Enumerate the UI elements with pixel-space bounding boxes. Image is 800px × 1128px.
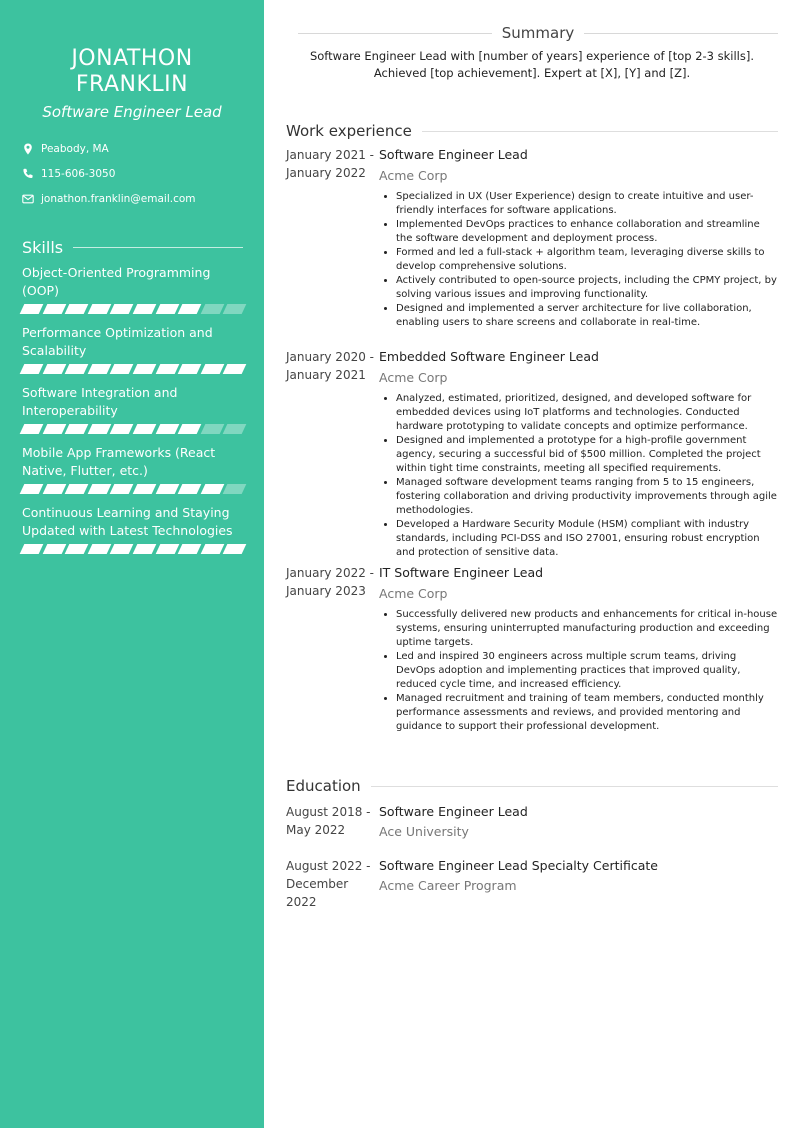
work-details bbox=[379, 564, 778, 734]
job-title: IT Software Engineer Lead bbox=[379, 565, 544, 580]
skill-segment-filled bbox=[178, 364, 201, 374]
bullet-item: • Successfully delivered new products and enhancements for critical in-house systems, ensuring uninterrupted manufacturing production and exceeding uptime targets. bbox=[396, 608, 778, 650]
skill-segment-filled bbox=[65, 304, 88, 314]
date-end: May 2022 bbox=[286, 823, 346, 837]
skill-name: Software Integration and Interoperability bbox=[22, 385, 178, 418]
summary-rule-left bbox=[298, 33, 492, 34]
skill-item bbox=[22, 264, 244, 314]
company-name: Acme Corp bbox=[379, 168, 448, 183]
skill-level-bar bbox=[22, 544, 244, 554]
skill-segment-filled bbox=[200, 544, 223, 554]
phone-icon bbox=[22, 168, 34, 180]
skill-segment-filled bbox=[87, 304, 110, 314]
skill-segment-filled bbox=[42, 304, 65, 314]
skills-heading-text: Skills bbox=[22, 238, 64, 257]
work-details bbox=[379, 348, 778, 560]
skill-segment-filled bbox=[42, 544, 65, 554]
skill-item bbox=[22, 384, 244, 434]
phone-text: 115-606-3050 bbox=[41, 167, 116, 180]
bullet-item: • Managed recruitment and training of team members, conducted monthly performance assessments and reviews, and provided mentoring and guidance to support their professional development. bbox=[396, 692, 778, 734]
skill-segment-empty bbox=[200, 424, 223, 434]
skill-segment-filled bbox=[178, 484, 201, 494]
bullet-item: • Specialized in UX (User Experience) design to create intuitive and user-friendly interfaces for software applications. bbox=[396, 190, 778, 218]
skill-segment-filled bbox=[87, 544, 110, 554]
skill-name: Object-Oriented Programming (OOP) bbox=[22, 265, 211, 298]
education-heading bbox=[286, 777, 778, 795]
work-dates bbox=[286, 348, 378, 384]
bullet-list bbox=[379, 190, 778, 330]
skill-segment-filled bbox=[65, 364, 88, 374]
skill-segment-filled bbox=[65, 424, 88, 434]
skill-segment-filled bbox=[155, 484, 178, 494]
work-details bbox=[379, 146, 778, 330]
contact-location bbox=[22, 136, 252, 161]
education-dates bbox=[286, 857, 378, 911]
date-end: December 2022 bbox=[286, 877, 349, 909]
skill-segment-filled bbox=[178, 304, 201, 314]
skill-segment-filled bbox=[20, 304, 43, 314]
skill-segment-filled bbox=[42, 424, 65, 434]
skill-segment-filled bbox=[110, 424, 133, 434]
bullet-item: • Designed and implemented a prototype for a high-profile government agency, securing a successful bid of $500 million. Completed the project within tight time constraints, meeting all specified requirements. bbox=[396, 434, 778, 476]
bullet-list bbox=[379, 608, 778, 734]
skill-segment-filled bbox=[133, 304, 156, 314]
skill-segment-filled bbox=[200, 364, 223, 374]
summary-rule-right bbox=[584, 33, 778, 34]
envelope-icon bbox=[22, 193, 34, 205]
date-start: January 2021 - bbox=[286, 148, 374, 162]
date-start: August 2018 - bbox=[286, 805, 371, 819]
job-title: Embedded Software Engineer Lead bbox=[379, 349, 599, 364]
education-details bbox=[379, 803, 778, 841]
map-pin-icon bbox=[22, 143, 34, 155]
skill-segment-filled bbox=[110, 304, 133, 314]
skill-segment-filled bbox=[110, 484, 133, 494]
skill-level-bar bbox=[22, 424, 244, 434]
skill-segment-filled bbox=[65, 484, 88, 494]
bullet-item: • Actively contributed to open-source projects, including the CPMY project, by solving various issues and improving functionality. bbox=[396, 274, 778, 302]
bullet-item: • Formed and led a full-stack + algorithm team, leveraging diverse skills to develop comprehensive solutions. bbox=[396, 246, 778, 274]
bullet-item: • Led and inspired 30 engineers across multiple scrum teams, driving DevOps adoption and implementing practices that improved quality, reduced cycle time, and increased efficiency. bbox=[396, 650, 778, 692]
skill-segment-filled bbox=[200, 484, 223, 494]
summary-heading bbox=[298, 24, 778, 42]
skill-item bbox=[22, 504, 244, 554]
date-end: January 2023 bbox=[286, 584, 366, 598]
bullet-item: • Analyzed, estimated, prioritized, designed, and developed software for embedded devices using IoT platforms and technologies. Conducted hardware prototyping to validate concepts and optimize performance. bbox=[396, 392, 778, 434]
skill-segment-filled bbox=[155, 304, 178, 314]
contact-list bbox=[22, 136, 252, 211]
skill-segment-filled bbox=[223, 364, 246, 374]
email-text[interactable]: jonathon.franklin@email.com bbox=[41, 192, 196, 205]
skill-segment-filled bbox=[87, 484, 110, 494]
skill-segment-filled bbox=[65, 544, 88, 554]
bullet-list bbox=[379, 392, 778, 560]
skill-segment-filled bbox=[133, 424, 156, 434]
bullet-item: • Developed a Hardware Security Module (HSM) compliant with industry standards, including PCI-DSS and ISO 27001, ensuring robust encryption and protection of sensitive data. bbox=[396, 518, 778, 560]
sidebar bbox=[0, 0, 264, 1128]
bullet-item: • Implemented DevOps practices to enhance collaboration and streamline the software development and deployment process. bbox=[396, 218, 778, 246]
date-end: January 2021 bbox=[286, 368, 366, 382]
institution-name: Acme Career Program bbox=[379, 878, 517, 893]
skill-segment-filled bbox=[155, 364, 178, 374]
location-text: Peabody, MA bbox=[41, 142, 109, 155]
summary-text: Software Engineer Lead with [number of years] experience of [top 2-3 skills]. Achieved [top achievement]. Expert at [X], [Y] and [Z]. bbox=[309, 49, 755, 80]
skill-level-bar bbox=[22, 304, 244, 314]
skill-segment-filled bbox=[42, 364, 65, 374]
name-last: FRANKLIN bbox=[75, 72, 189, 97]
skills-heading bbox=[22, 238, 243, 257]
job-title: Software Engineer Lead bbox=[379, 147, 528, 162]
date-start: August 2022 - bbox=[286, 859, 371, 873]
skill-segment-empty bbox=[200, 304, 223, 314]
skill-name: Performance Optimization and Scalability bbox=[22, 325, 213, 358]
skill-level-bar bbox=[22, 484, 244, 494]
degree-title: Software Engineer Lead bbox=[379, 804, 528, 819]
education-heading-text: Education bbox=[286, 777, 361, 795]
skill-segment-filled bbox=[20, 364, 43, 374]
work-heading bbox=[286, 122, 778, 140]
skill-segment-filled bbox=[133, 484, 156, 494]
bullet-item: • Designed and implemented a server architecture for live collaboration, enabling users to share screens and collaborate in real-time. bbox=[396, 302, 778, 330]
skill-segment-filled bbox=[110, 544, 133, 554]
company-name: Acme Corp bbox=[379, 586, 448, 601]
work-heading-text: Work experience bbox=[286, 122, 412, 140]
institution-name: Ace University bbox=[379, 824, 469, 839]
date-end: January 2022 bbox=[286, 166, 366, 180]
skill-name: Continuous Learning and Staying Updated with Latest Technologies bbox=[22, 505, 233, 538]
skill-segment-filled bbox=[110, 364, 133, 374]
skills-list bbox=[22, 264, 244, 564]
skill-segment-filled bbox=[155, 544, 178, 554]
contact-email bbox=[22, 186, 252, 211]
skills-heading-rule bbox=[73, 247, 243, 248]
date-start: January 2020 - bbox=[286, 350, 374, 364]
skill-item bbox=[22, 324, 244, 374]
skill-segment-empty bbox=[223, 484, 246, 494]
skill-segment-filled bbox=[20, 544, 43, 554]
education-dates bbox=[286, 803, 378, 839]
contact-phone bbox=[22, 161, 252, 186]
skill-segment-filled bbox=[133, 364, 156, 374]
name-first: JONATHON bbox=[71, 46, 193, 71]
skill-level-bar bbox=[22, 364, 244, 374]
skill-segment-empty bbox=[223, 304, 246, 314]
degree-title: Software Engineer Lead Specialty Certificate bbox=[379, 858, 658, 873]
summary-heading-text: Summary bbox=[501, 24, 575, 42]
skill-segment-filled bbox=[178, 544, 201, 554]
candidate-role: Software Engineer Lead bbox=[42, 103, 222, 121]
skill-item bbox=[22, 444, 244, 494]
skill-segment-filled bbox=[223, 544, 246, 554]
skill-segment-filled bbox=[178, 424, 201, 434]
work-dates bbox=[286, 146, 378, 182]
skill-segment-filled bbox=[87, 424, 110, 434]
skill-segment-filled bbox=[87, 364, 110, 374]
skill-name: Mobile App Frameworks (React Native, Flutter, etc.) bbox=[22, 445, 216, 478]
work-dates bbox=[286, 564, 378, 600]
skill-segment-filled bbox=[42, 484, 65, 494]
education-details bbox=[379, 857, 778, 895]
skill-segment-empty bbox=[223, 424, 246, 434]
bullet-item: • Managed software development teams ranging from 5 to 15 engineers, fostering collaboration and driving productivity improvements through agile methodologies. bbox=[396, 476, 778, 518]
date-start: January 2022 - bbox=[286, 566, 374, 580]
skill-segment-filled bbox=[133, 544, 156, 554]
skill-segment-filled bbox=[155, 424, 178, 434]
skill-segment-filled bbox=[20, 424, 43, 434]
work-heading-rule bbox=[422, 131, 778, 132]
education-heading-rule bbox=[371, 786, 778, 787]
candidate-name bbox=[0, 46, 264, 98]
company-name: Acme Corp bbox=[379, 370, 448, 385]
skill-segment-filled bbox=[20, 484, 43, 494]
